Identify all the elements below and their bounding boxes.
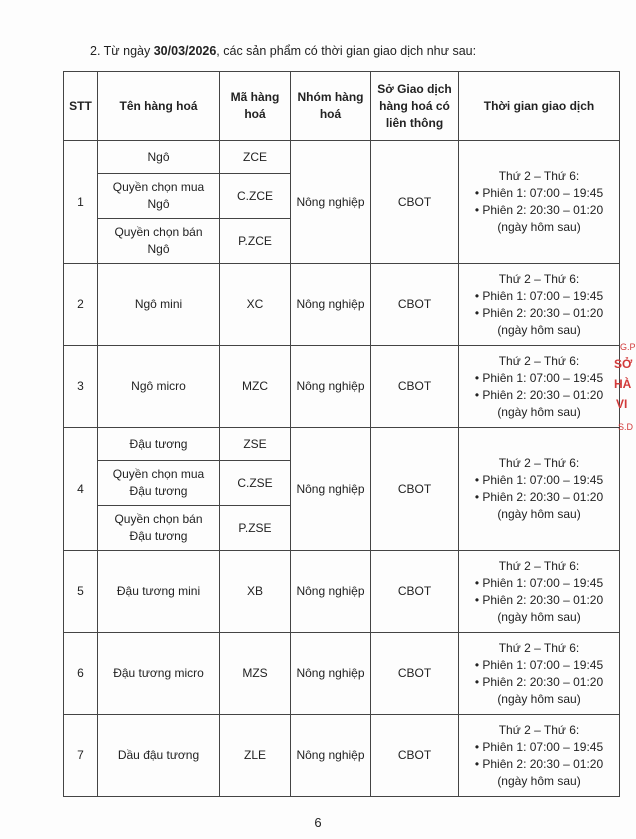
table-row — [64, 141, 620, 174]
page-number: 6 — [314, 815, 322, 830]
trading-time-line: (ngày hôm sau) — [497, 691, 581, 706]
trading-time-table — [63, 71, 620, 797]
trading-time-line: • Phiên 2: 20:30 – 01:20 — [474, 674, 604, 689]
trading-time-line: • Phiên 2: 20:30 – 01:20 — [474, 490, 604, 504]
cell-product-code: P.ZSE — [220, 506, 291, 551]
cell-product-group: Nông nghiệp — [291, 141, 371, 264]
cell-exchange: CBOT — [371, 428, 459, 551]
cell-product-name: Ngô micro — [98, 346, 220, 428]
stamp-text-2: SỞ — [614, 357, 633, 371]
cell-product-name: Đậu tương — [98, 428, 220, 461]
cell-exchange: CBOT — [371, 551, 459, 633]
cell-product-group: Nông nghiệp — [291, 551, 371, 633]
cell-product-name: Quyền chọn bán Đậu tương — [98, 506, 220, 551]
trading-time-line: Thứ 2 – Thứ 6: — [498, 722, 580, 737]
header-product-group: Nhóm hàng hoá — [291, 72, 371, 141]
cell-product-code: C.ZCE — [220, 174, 291, 219]
cell-exchange: CBOT — [371, 633, 459, 715]
trading-time-line: Thứ 2 – Thứ 6: — [498, 169, 580, 183]
trading-time-line: • Phiên 2: 20:30 – 01:20 — [474, 203, 604, 217]
cell-exchange: CBOT — [371, 715, 459, 797]
trading-time-line: • Phiên 1: 07:00 – 19:45 — [474, 657, 604, 672]
trading-time-line: Thứ 2 – Thứ 6: — [498, 456, 580, 470]
trading-time-line: Thứ 2 – Thứ 6: — [498, 640, 580, 655]
cell-product-name: Quyền chọn mua Đậu tương — [98, 461, 220, 506]
trading-time-line: (ngày hôm sau) — [497, 609, 581, 624]
stamp-text-1: G.P — [620, 342, 636, 352]
table-row — [64, 551, 620, 633]
cell-trading-time — [459, 141, 620, 264]
table-row — [64, 428, 620, 461]
cell-trading-time — [459, 715, 620, 797]
cell-product-code: MZC — [220, 346, 291, 428]
trading-time-line: • Phiên 1: 07:00 – 19:45 — [474, 473, 604, 487]
cell-product-group: Nông nghiệp — [291, 428, 371, 551]
table-row — [64, 264, 620, 346]
cell-stt: 1 — [64, 141, 98, 264]
cell-stt: 7 — [64, 715, 98, 797]
trading-time-line: • Phiên 1: 07:00 – 19:45 — [474, 575, 604, 590]
trading-time-line: • Phiên 2: 20:30 – 01:20 — [474, 305, 604, 320]
cell-stt: 2 — [64, 264, 98, 346]
intro-date: 30/03/2026 — [153, 44, 217, 58]
cell-product-name: Quyền chọn bán Ngô — [98, 219, 220, 264]
trading-time-line: • Phiên 1: 07:00 – 19:45 — [474, 370, 604, 385]
cell-product-group: Nông nghiệp — [291, 264, 371, 346]
header-trading-time: Thời gian giao dịch — [459, 72, 620, 141]
cell-stt: 6 — [64, 633, 98, 715]
stamp-text-4: VI — [616, 397, 628, 411]
trading-time-line: • Phiên 1: 07:00 – 19:45 — [474, 186, 604, 200]
trading-time-line: • Phiên 2: 20:30 – 01:20 — [474, 592, 604, 607]
trading-time-line: Thứ 2 – Thứ 6: — [498, 558, 580, 573]
cell-product-group: Nông nghiệp — [291, 633, 371, 715]
intro-prefix: 2. Từ ngày — [90, 44, 154, 58]
cell-product-code: XC — [220, 264, 291, 346]
cell-exchange: CBOT — [371, 264, 459, 346]
official-stamp — [612, 320, 636, 450]
stamp-text-5: S.D — [618, 422, 634, 432]
cell-exchange: CBOT — [371, 141, 459, 264]
trading-time-line: (ngày hôm sau) — [497, 507, 581, 521]
trading-time-line: • Phiên 2: 20:30 – 01:20 — [474, 756, 604, 771]
cell-stt: 5 — [64, 551, 98, 633]
cell-product-name: Đậu tương mini — [98, 551, 220, 633]
cell-product-name: Đậu tương micro — [98, 633, 220, 715]
trading-time-line: Thứ 2 – Thứ 6: — [498, 271, 580, 286]
intro-line — [90, 44, 476, 58]
trading-time-line: (ngày hôm sau) — [497, 220, 581, 234]
cell-exchange: CBOT — [371, 346, 459, 428]
cell-product-group: Nông nghiệp — [291, 715, 371, 797]
header-product-code: Mã hàng hoá — [220, 72, 291, 141]
cell-trading-time — [459, 346, 620, 428]
cell-product-group: Nông nghiệp — [291, 346, 371, 428]
header-stt: STT — [64, 72, 98, 141]
cell-product-name: Ngô mini — [98, 264, 220, 346]
trading-time-line: Thứ 2 – Thứ 6: — [498, 353, 580, 368]
trading-time-line: • Phiên 2: 20:30 – 01:20 — [474, 387, 604, 402]
cell-product-code: P.ZCE — [220, 219, 291, 264]
cell-product-name: Quyền chọn mua Ngô — [98, 174, 220, 219]
cell-product-name: Ngô — [98, 141, 220, 174]
trading-time-line: • Phiên 1: 07:00 – 19:45 — [474, 288, 604, 303]
header-exchange: Sở Giao dịch hàng hoá có liên thông — [371, 72, 459, 141]
intro-suffix: , các sản phẩm có thời gian giao dịch như sau: — [216, 44, 477, 58]
cell-trading-time — [459, 633, 620, 715]
cell-trading-time — [459, 428, 620, 551]
trading-time-line: (ngày hôm sau) — [497, 773, 581, 788]
cell-product-code: ZLE — [220, 715, 291, 797]
stamp-text-3: HÀ — [614, 377, 632, 391]
table-row — [64, 633, 620, 715]
trading-time-line: • Phiên 1: 07:00 – 19:45 — [474, 739, 604, 754]
cell-stt: 3 — [64, 346, 98, 428]
cell-product-code: ZSE — [220, 428, 291, 461]
table-header-row — [64, 72, 620, 141]
table-row — [64, 715, 620, 797]
trading-time-line: (ngày hôm sau) — [497, 404, 581, 419]
cell-product-code: XB — [220, 551, 291, 633]
table-row — [64, 346, 620, 428]
cell-stt: 4 — [64, 428, 98, 551]
cell-product-code: MZS — [220, 633, 291, 715]
cell-product-code: ZCE — [220, 141, 291, 174]
cell-product-code: C.ZSE — [220, 461, 291, 506]
cell-product-name: Dầu đậu tương — [98, 715, 220, 797]
cell-trading-time — [459, 551, 620, 633]
trading-time-line: (ngày hôm sau) — [497, 322, 581, 337]
header-product-name: Tên hàng hoá — [98, 72, 220, 141]
cell-trading-time — [459, 264, 620, 346]
